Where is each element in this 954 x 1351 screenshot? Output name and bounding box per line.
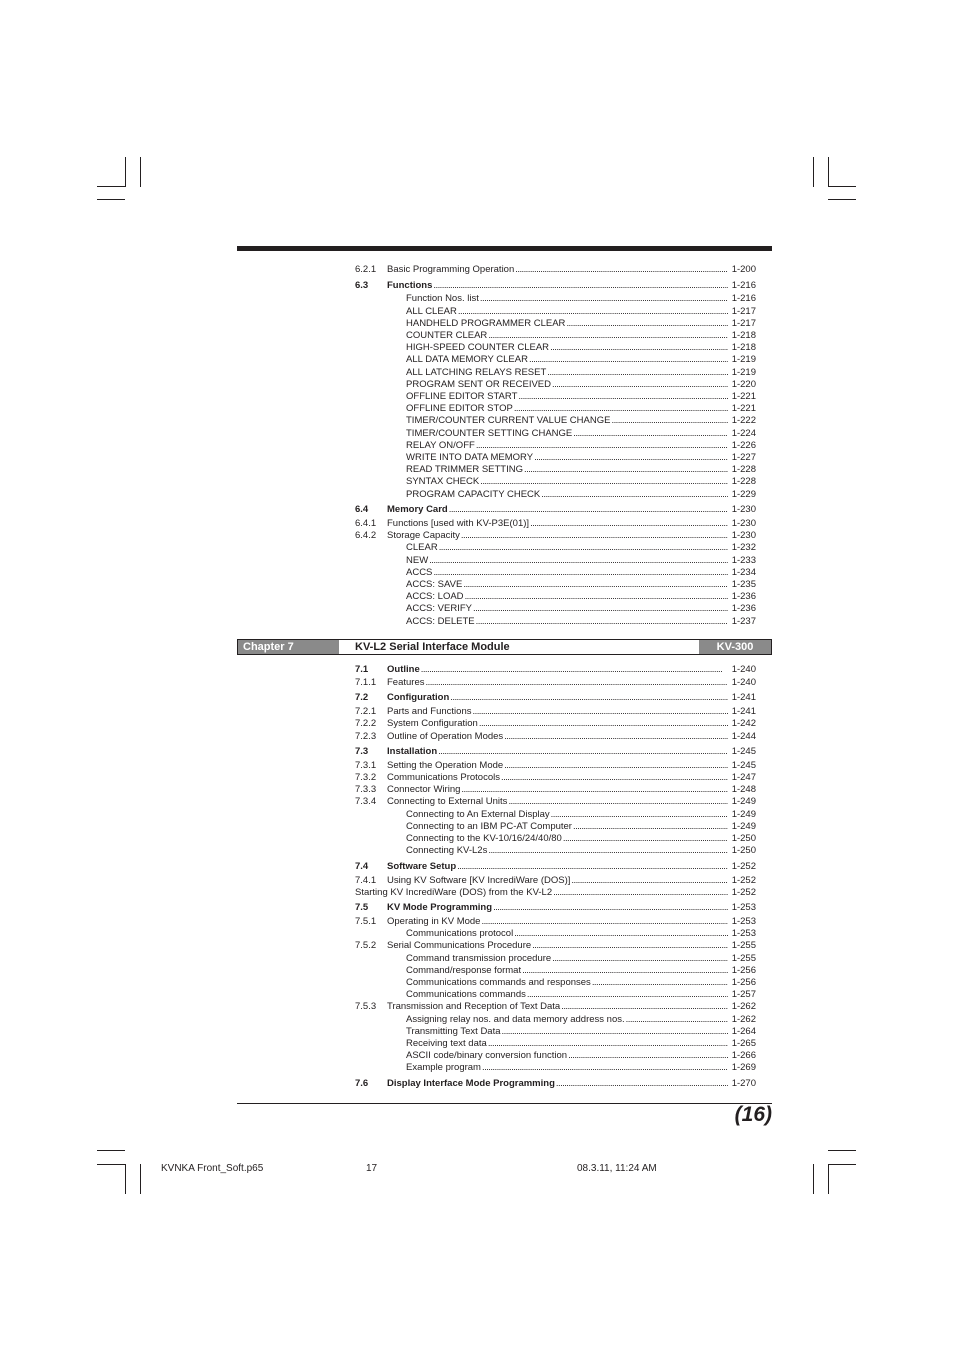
- toc-entry-number: 6.4: [355, 504, 369, 515]
- toc-entry-page: 1-236: [731, 603, 756, 614]
- toc-entry-page: 1-269: [731, 1062, 756, 1073]
- toc-entry-page: 1-257: [731, 989, 756, 1000]
- toc-entry-number: 7.1: [355, 664, 369, 675]
- toc-entry-title-wrap: [406, 591, 728, 603]
- toc-entry-title: Communications commands: [406, 989, 526, 1000]
- toc-entry-page: 1-200: [731, 264, 756, 275]
- footer-sheet: 17: [366, 1163, 378, 1174]
- toc-entry: [355, 264, 756, 276]
- toc-entry-page: 1-252: [731, 875, 756, 886]
- toc-entry: [355, 293, 756, 305]
- toc-entry-title: Transmission and Reception of Text Data: [387, 1001, 561, 1012]
- toc-entry-page: 1-248: [731, 784, 756, 795]
- toc-entry-title: Communications Protocols: [387, 772, 500, 783]
- toc-entry-title-wrap: [406, 809, 728, 821]
- toc-entry-title: ACCS: VERIFY: [406, 603, 472, 614]
- toc-entry: [355, 440, 756, 452]
- toc-entry-page: 1-217: [731, 318, 756, 329]
- toc-entry-number: 7.1.1: [355, 677, 377, 688]
- toc-entry-title-wrap: [406, 306, 728, 318]
- toc-entry: [355, 367, 756, 379]
- toc-entry-page: 1-237: [731, 616, 756, 627]
- toc-entry-title: Connecting KV-L2s: [406, 845, 488, 856]
- toc-entry-page: 1-228: [731, 464, 756, 475]
- toc-entry-title-wrap: [406, 953, 728, 965]
- toc-entry-title-wrap: [387, 518, 728, 530]
- toc-entry-page: 1-249: [731, 809, 756, 820]
- toc-entry-title-wrap: [387, 916, 728, 928]
- toc-entry-page: 1-230: [731, 504, 756, 515]
- toc-entry-page: 1-235: [731, 579, 756, 590]
- toc-entry-title: ASCII code/binary conversion function: [406, 1050, 568, 1061]
- toc-entry-title-wrap: [406, 555, 728, 567]
- toc-entry: [355, 464, 756, 476]
- toc-entry-page: 1-247: [731, 772, 756, 783]
- toc-entry: [355, 887, 756, 899]
- toc-entry-page: 1-218: [731, 330, 756, 341]
- toc-entry-title: Parts and Functions: [387, 706, 472, 717]
- toc-entry: [355, 902, 756, 914]
- toc-entry-number: 7.3: [355, 746, 369, 757]
- toc-entry-title: ALL DATA MEMORY CLEAR: [406, 354, 528, 365]
- toc-entry-page: 1-218: [731, 342, 756, 353]
- toc-entry-title-wrap: [406, 391, 728, 403]
- toc-entry-title-wrap: [355, 887, 728, 899]
- toc-entry-title-wrap: [406, 616, 728, 628]
- toc-entry-page: 1-222: [731, 415, 756, 426]
- toc-entry-page: 1-221: [731, 391, 756, 402]
- toc-entry-title-wrap: [387, 692, 728, 704]
- toc-entry-title-wrap: [406, 403, 728, 415]
- toc-entry-number: 7.6: [355, 1078, 369, 1089]
- toc-entry-title: Function Nos. list: [406, 293, 479, 304]
- toc-entry-page: 1-264: [731, 1026, 756, 1037]
- toc-entry: [355, 760, 756, 772]
- toc-entry: [355, 452, 756, 464]
- toc-entry-page: 1-262: [731, 1001, 756, 1012]
- toc-entry: [355, 731, 756, 743]
- footer-filename: KVNKA Front_Soft.p65: [161, 1163, 264, 1174]
- toc-entry-page: 1-234: [731, 567, 756, 578]
- toc-entry-page: 1-233: [731, 555, 756, 566]
- toc-entry: [355, 833, 756, 845]
- toc-entry: [355, 476, 756, 488]
- toc-entry-title: Command transmission procedure: [406, 953, 552, 964]
- toc-entry-number: 7.3.4: [355, 796, 377, 807]
- toc-entry-title: Transmitting Text Data: [406, 1026, 501, 1037]
- toc-entry: [355, 784, 756, 796]
- toc-entry-title-wrap: [406, 489, 728, 501]
- toc-entry-title-wrap: [406, 354, 728, 366]
- toc-entry-number: 7.2.1: [355, 706, 377, 717]
- toc-entry-title-wrap: [406, 821, 728, 833]
- toc-entry-title-wrap: [406, 476, 728, 488]
- toc-entry-title: ACCS: SAVE: [406, 579, 463, 590]
- toc-entry-title-wrap: [406, 330, 728, 342]
- toc-entry-page: 1-241: [731, 692, 756, 703]
- toc-entry-title-wrap: [387, 706, 728, 718]
- toc-entry: [355, 796, 756, 808]
- toc-entry-title-wrap: [406, 965, 728, 977]
- toc-entry-number: 7.4.1: [355, 875, 377, 886]
- toc-entry-title-wrap: [387, 940, 728, 952]
- toc-entry-title: Memory Card: [387, 504, 448, 515]
- toc-entry-title-wrap: [387, 280, 728, 292]
- toc-entry-title-wrap: [387, 861, 728, 873]
- toc-entry-page: 1-242: [731, 718, 756, 729]
- toc-entry: [355, 530, 756, 542]
- toc-entry-title: ACCS: DELETE: [406, 616, 475, 627]
- toc-entry: [355, 603, 756, 615]
- toc-entry-number: 7.3.1: [355, 760, 377, 771]
- toc-entry-page: 1-217: [731, 306, 756, 317]
- toc-entry-page: 1-216: [731, 293, 756, 304]
- toc-entry-title: Receiving text data: [406, 1038, 487, 1049]
- toc-entry: [355, 664, 756, 676]
- toc-entry-title-wrap: [406, 603, 728, 615]
- toc-entry: [355, 940, 756, 952]
- toc-entry-title-wrap: [387, 264, 728, 276]
- toc-entry: [355, 504, 756, 516]
- toc-entry-number: 6.3: [355, 280, 369, 291]
- toc-entry: [355, 306, 756, 318]
- toc-entry-title-wrap: [406, 440, 728, 452]
- toc-entry-page: 1-252: [731, 887, 756, 898]
- toc-entry-title-wrap: [387, 530, 728, 542]
- toc-entry: [355, 1038, 756, 1050]
- model-tag: KV-300: [699, 640, 771, 654]
- toc-entry-number: 7.2.2: [355, 718, 377, 729]
- toc-entry-number: 7.5.1: [355, 916, 377, 927]
- toc-entry-title-wrap: [406, 928, 728, 940]
- toc-entry-page: 1-224: [731, 428, 756, 439]
- toc-entry: [355, 403, 756, 415]
- toc-entry-number: 7.5.3: [355, 1001, 377, 1012]
- toc-entry-title: OFFLINE EDITOR STOP: [406, 403, 513, 414]
- toc-entry-page: 1-245: [731, 746, 756, 757]
- toc-entry-page: 1-270: [731, 1078, 756, 1089]
- toc-entry: [355, 772, 756, 784]
- toc-entry-title-wrap: [387, 875, 728, 887]
- toc-entry-title-wrap: [387, 1078, 728, 1090]
- toc-entry-title: Software Setup: [387, 861, 457, 872]
- toc-entry: [355, 330, 756, 342]
- toc-entry: [355, 542, 756, 554]
- toc-entry-title: COUNTER CLEAR: [406, 330, 488, 341]
- toc-entry-page: 1-232: [731, 542, 756, 553]
- toc-entry-page: 1-216: [731, 280, 756, 291]
- toc-entry: [355, 977, 756, 989]
- toc-entry-title: PROGRAM SENT OR RECEIVED: [406, 379, 551, 390]
- toc-entry: [355, 280, 756, 292]
- toc-entry: [355, 692, 756, 704]
- toc-entry-number: 7.5: [355, 902, 369, 913]
- toc-entry: [355, 953, 756, 965]
- toc-entry-title: Configuration: [387, 692, 450, 703]
- toc-entry-page: 1-253: [731, 928, 756, 939]
- toc-entry-title-wrap: [406, 342, 728, 354]
- chapter-title: KV-L2 Serial Interface Module: [355, 641, 510, 653]
- toc-entry-page: 1-255: [731, 953, 756, 964]
- toc-entry-title-wrap: [406, 977, 728, 989]
- toc-entry-page: 1-253: [731, 916, 756, 927]
- toc-entry-title-wrap: [406, 542, 728, 554]
- toc-entry: [355, 579, 756, 591]
- toc-entry-page: 1-240: [731, 677, 756, 688]
- toc-entry: [355, 318, 756, 330]
- toc-entry: [355, 567, 756, 579]
- toc-entry-title: HANDHELD PROGRAMMER CLEAR: [406, 318, 566, 329]
- toc-entry: [355, 916, 756, 928]
- toc-entry: [355, 616, 756, 628]
- toc-entry-page: 1-256: [731, 965, 756, 976]
- toc-entry-title-wrap: [387, 772, 728, 784]
- toc-entry: [355, 928, 756, 940]
- toc-entry-title: ALL CLEAR: [406, 306, 457, 317]
- toc-entry-title: Communications protocol: [406, 928, 514, 939]
- toc-entry-page: 1-221: [731, 403, 756, 414]
- toc-entry-page: 1-265: [731, 1038, 756, 1049]
- toc-entry-title-wrap: [406, 845, 728, 857]
- toc-entry: [355, 677, 756, 689]
- toc-entry-page: 1-230: [731, 518, 756, 529]
- toc-entry-title: Connecting to An External Display: [406, 809, 550, 820]
- toc-entry: [355, 1050, 756, 1062]
- toc-entry: [355, 861, 756, 873]
- toc-entry: [355, 354, 756, 366]
- toc-entry: [355, 489, 756, 501]
- toc-entry-title: TIMER/COUNTER CURRENT VALUE CHANGE: [406, 415, 611, 426]
- toc-entry-page: 1-244: [731, 731, 756, 742]
- toc-entry-title-wrap: [406, 1038, 728, 1050]
- toc-entry-title: CLEAR: [406, 542, 438, 553]
- toc-entry-title-wrap: [406, 379, 728, 391]
- toc-entry-number: 6.4.2: [355, 530, 377, 541]
- toc-entry-title-wrap: [406, 318, 728, 330]
- toc-entry-page: 1-249: [731, 821, 756, 832]
- toc-entry: [355, 821, 756, 833]
- toc-entry-title: NEW: [406, 555, 429, 566]
- toc-entry-page: 1-245: [731, 760, 756, 771]
- toc-entry-title: Functions: [387, 280, 433, 291]
- toc-entry-page: 1-220: [731, 379, 756, 390]
- toc-entry: [355, 875, 756, 887]
- toc-entry-title-wrap: [406, 452, 728, 464]
- toc-entry-page: 1-256: [731, 977, 756, 988]
- toc-entry: [355, 989, 756, 1001]
- toc-entry-page: 1-241: [731, 706, 756, 717]
- toc-entry-title: OFFLINE EDITOR START: [406, 391, 518, 402]
- toc-entry: [355, 809, 756, 821]
- toc-entry: [355, 1014, 756, 1026]
- toc-entry-number: 6.4.1: [355, 518, 377, 529]
- toc-entry-page: 1-226: [731, 440, 756, 451]
- toc-entry: [355, 342, 756, 354]
- toc-entry-title: Starting KV IncrediWare (DOS) from the KV-L2: [355, 887, 553, 898]
- toc-entry-page: 1-262: [731, 1014, 756, 1025]
- toc-entry-title-wrap: [387, 664, 728, 676]
- toc-entry: [355, 415, 756, 427]
- toc-entry-title: Features: [387, 677, 425, 688]
- toc-entry: [355, 1062, 756, 1074]
- toc-entry-title: ACCS: [406, 567, 433, 578]
- toc-entry-title: Setting the Operation Mode: [387, 760, 504, 771]
- toc-entry-title: KV Mode Programming: [387, 902, 493, 913]
- toc-entry-page: 1-228: [731, 476, 756, 487]
- toc-entry-title: Example program: [406, 1062, 481, 1073]
- toc-entry: [355, 746, 756, 758]
- toc-entry-title-wrap: [406, 567, 728, 579]
- toc-entry: [355, 845, 756, 857]
- toc-entry-number: 7.5.2: [355, 940, 377, 951]
- toc-entry-title-wrap: [406, 579, 728, 591]
- toc-entry-title: Display Interface Mode Programming: [387, 1078, 555, 1089]
- toc-entry-title-wrap: [387, 1001, 728, 1013]
- toc-entry: [355, 706, 756, 718]
- toc-entry-page: 1-219: [731, 367, 756, 378]
- toc-entry-title: Connecting to External Units: [387, 796, 508, 807]
- toc-entry-page: 1-252: [731, 861, 756, 872]
- footer-timestamp: 08.3.11, 11:24 AM: [577, 1163, 657, 1174]
- toc-entry-title: Connecting to the KV-10/16/24/40/80: [406, 833, 562, 844]
- toc-entry-page: 1-253: [731, 902, 756, 913]
- page-number: (16): [734, 1103, 772, 1126]
- toc-entry-number: 6.2.1: [355, 264, 377, 275]
- toc-entry-title-wrap: [406, 464, 728, 476]
- toc-entry-title: PROGRAM CAPACITY CHECK: [406, 489, 541, 500]
- chapter-header: [237, 639, 772, 655]
- toc-entry-title-wrap: [406, 989, 728, 1001]
- toc-entry-page: 1-250: [731, 845, 756, 856]
- toc-entry-title-wrap: [387, 504, 728, 516]
- toc-entry-page: 1-227: [731, 452, 756, 463]
- toc-entry-title: Communications commands and responses: [406, 977, 591, 988]
- toc-entry-title: HIGH-SPEED COUNTER CLEAR: [406, 342, 550, 353]
- toc-entry-page: 1-250: [731, 833, 756, 844]
- toc-entry-title: Functions [used with KV-P3E(01)]: [387, 518, 530, 529]
- toc-entry-page: 1-266: [731, 1050, 756, 1061]
- toc-entry-title-wrap: [387, 746, 728, 758]
- toc-entry-page: 1-249: [731, 796, 756, 807]
- toc-entry-page: 1-229: [731, 489, 756, 500]
- toc-entry-title-wrap: [406, 367, 728, 379]
- toc-entry-title: Basic Programming Operation: [387, 264, 515, 275]
- toc-entry-page: 1-236: [731, 591, 756, 602]
- toc-entry-title-wrap: [387, 796, 728, 808]
- toc-entry-page: 1-240: [731, 664, 756, 675]
- toc-entry-page: 1-219: [731, 354, 756, 365]
- toc-entry-number: 7.3.3: [355, 784, 377, 795]
- toc-entry: [355, 718, 756, 730]
- toc-entry-title: READ TRIMMER SETTING: [406, 464, 523, 475]
- toc-entry-title: Installation: [387, 746, 438, 757]
- toc-entry-number: 7.4: [355, 861, 369, 872]
- toc-entry-title: Operating in KV Mode: [387, 916, 481, 927]
- toc-entry-page: 1-230: [731, 530, 756, 541]
- toc-entry-title-wrap: [387, 760, 728, 772]
- toc-entry-title: Assigning relay nos. and data memory address nos.: [406, 1014, 625, 1025]
- toc-entry-title: Serial Communications Procedure: [387, 940, 532, 951]
- toc-entry-title-wrap: [387, 731, 728, 743]
- toc-entry-title-wrap: [387, 784, 728, 796]
- footer-rule: [237, 1103, 772, 1104]
- toc-entry-title-wrap: [406, 1026, 728, 1038]
- toc-entry-title: WRITE INTO DATA MEMORY: [406, 452, 534, 463]
- toc-entry-title: TIMER/COUNTER SETTING CHANGE: [406, 428, 573, 439]
- toc-entry-title-wrap: [406, 1014, 728, 1026]
- toc-entry-title: Storage Capacity: [387, 530, 460, 541]
- toc-entry-title: Outline of Operation Modes: [387, 731, 504, 742]
- toc-entry-title-wrap: [406, 1050, 728, 1062]
- toc-entry-number: 7.2.3: [355, 731, 377, 742]
- toc-entry: [355, 428, 756, 440]
- toc-entry: [355, 518, 756, 530]
- toc-entry-title-wrap: [387, 718, 728, 730]
- toc-entry-title-wrap: [387, 677, 728, 689]
- toc-entry-title: Connecting to an IBM PC-AT Computer: [406, 821, 572, 832]
- toc-entry-title: System Configuration: [387, 718, 478, 729]
- toc-entry-title-wrap: [406, 415, 728, 427]
- toc-entry: [355, 965, 756, 977]
- toc-entry-number: 7.3.2: [355, 772, 377, 783]
- toc-entry: [355, 1078, 756, 1090]
- toc-entry-page: 1-255: [731, 940, 756, 951]
- toc-entry-title: Using KV Software [KV IncrediWare (DOS)]: [387, 875, 571, 886]
- toc-entry: [355, 1026, 756, 1038]
- toc-entry: [355, 591, 756, 603]
- toc-entry: [355, 555, 756, 567]
- toc-entry: [355, 1001, 756, 1013]
- toc-entry-title-wrap: [406, 293, 728, 305]
- toc-entry-number: 7.2: [355, 692, 369, 703]
- toc-entry-title: Command/response format: [406, 965, 522, 976]
- toc-entry-title: Connector Wiring: [387, 784, 461, 795]
- toc-entry: [355, 379, 756, 391]
- toc-entry-title-wrap: [406, 1062, 728, 1074]
- chapter-label: Chapter 7: [238, 640, 339, 654]
- toc-entry-title: RELAY ON/OFF: [406, 440, 475, 451]
- toc-entry-title-wrap: [406, 833, 728, 845]
- toc-entry-title: SYNTAX CHECK: [406, 476, 480, 487]
- toc-entry-title: Outline: [387, 664, 420, 675]
- toc-entry: [355, 391, 756, 403]
- toc-entry-title: ACCS: LOAD: [406, 591, 464, 602]
- toc-entry-title: ALL LATCHING RELAYS RESET: [406, 367, 547, 378]
- toc-entry-title-wrap: [406, 428, 728, 440]
- toc-entry-title-wrap: [387, 902, 728, 914]
